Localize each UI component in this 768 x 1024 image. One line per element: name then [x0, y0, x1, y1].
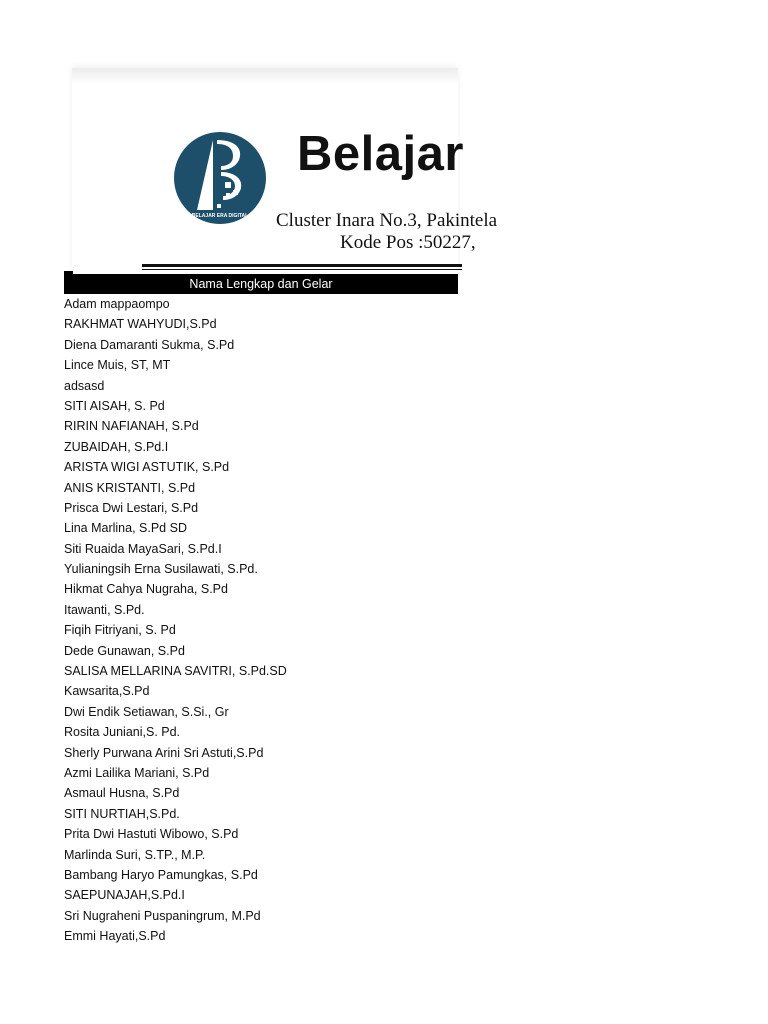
- list-item: Diena Damaranti Sukma, S.Pd: [64, 337, 235, 352]
- name-list: [64, 294, 458, 947]
- address-line-2: Kode Pos :50227,: [340, 232, 476, 253]
- column-header-name: Nama Lengkap dan Gelar: [189, 277, 333, 291]
- list-item: Prita Dwi Hastuti Wibowo, S.Pd: [64, 827, 239, 842]
- list-item: Prisca Dwi Lestari, S.Pd: [64, 500, 199, 515]
- list-item: Dede Gunawan, S.Pd: [64, 643, 185, 658]
- logo-caption: BELAJAR ERA DIGITAL: [191, 213, 249, 219]
- list-item: Adam mappaompo: [64, 297, 170, 311]
- list-item: Rosita Juniani,S. Pd.: [64, 725, 181, 740]
- list-item: Marlinda Suri, S.TP., M.P.: [64, 847, 206, 862]
- list-item: SITI AISAH, S. Pd: [64, 398, 165, 413]
- list-item: Fiqih Fitriyani, S. Pd: [64, 623, 176, 638]
- list-item: Emmi Hayati,S.Pd: [64, 929, 166, 944]
- list-item: ANIS KRISTANTI, S.Pd: [64, 480, 196, 495]
- list-item: ARISTA WIGI ASTUTIK, S.Pd: [64, 460, 230, 475]
- belajar-era-digital-logo-icon: [173, 126, 267, 236]
- list-item: Siti Ruaida MayaSari, S.Pd.I: [64, 541, 222, 556]
- table-header: [64, 274, 458, 294]
- list-item: adsasd: [64, 378, 105, 393]
- list-item: Lina Marlina, S.Pd SD: [64, 521, 187, 536]
- brand-name: Belajar: [297, 127, 464, 181]
- list-item: SALISA MELLARINA SAVITRI, S.Pd.SD: [64, 664, 287, 679]
- list-item: RAKHMAT WAHYUDI,S.Pd: [64, 317, 217, 332]
- list-item: Sherly Purwana Arini Sri Astuti,S.Pd: [64, 745, 264, 760]
- list-item: Bambang Haryo Pamungkas, S.Pd: [64, 867, 258, 882]
- list-item: Asmaul Husna, S.Pd: [64, 786, 180, 801]
- list-item: Sri Nugraheni Puspaningrum, M.Pd: [64, 908, 261, 923]
- list-item: SITI NURTIAH,S.Pd.: [64, 806, 180, 821]
- list-item: SAEPUNAJAH,S.Pd.I: [64, 888, 185, 903]
- list-item: Kawsarita,S.Pd: [64, 684, 150, 699]
- letterhead: [72, 68, 498, 273]
- list-item: Hikmat Cahya Nugraha, S.Pd: [64, 582, 228, 597]
- list-item: Yulianingsih Erna Susilawati, S.Pd.: [64, 562, 258, 577]
- address-line-1: Cluster Inara No.3, Pakintela: [276, 210, 498, 231]
- page-top-shadow: [72, 68, 458, 84]
- letterhead-divider-thick: [142, 264, 462, 267]
- list-item: Azmi Lailika Mariani, S.Pd: [64, 765, 210, 780]
- list-item: RIRIN NAFIANAH, S.Pd: [64, 419, 199, 434]
- letterhead-divider-thin: [142, 269, 462, 270]
- list-item: ZUBAIDAH, S.Pd.I: [64, 439, 169, 454]
- list-item: Dwi Endik Setiawan, S.Si., Gr: [64, 704, 229, 719]
- list-item: Itawanti, S.Pd.: [64, 602, 145, 617]
- list-item: Lince Muis, ST, MT: [64, 358, 171, 373]
